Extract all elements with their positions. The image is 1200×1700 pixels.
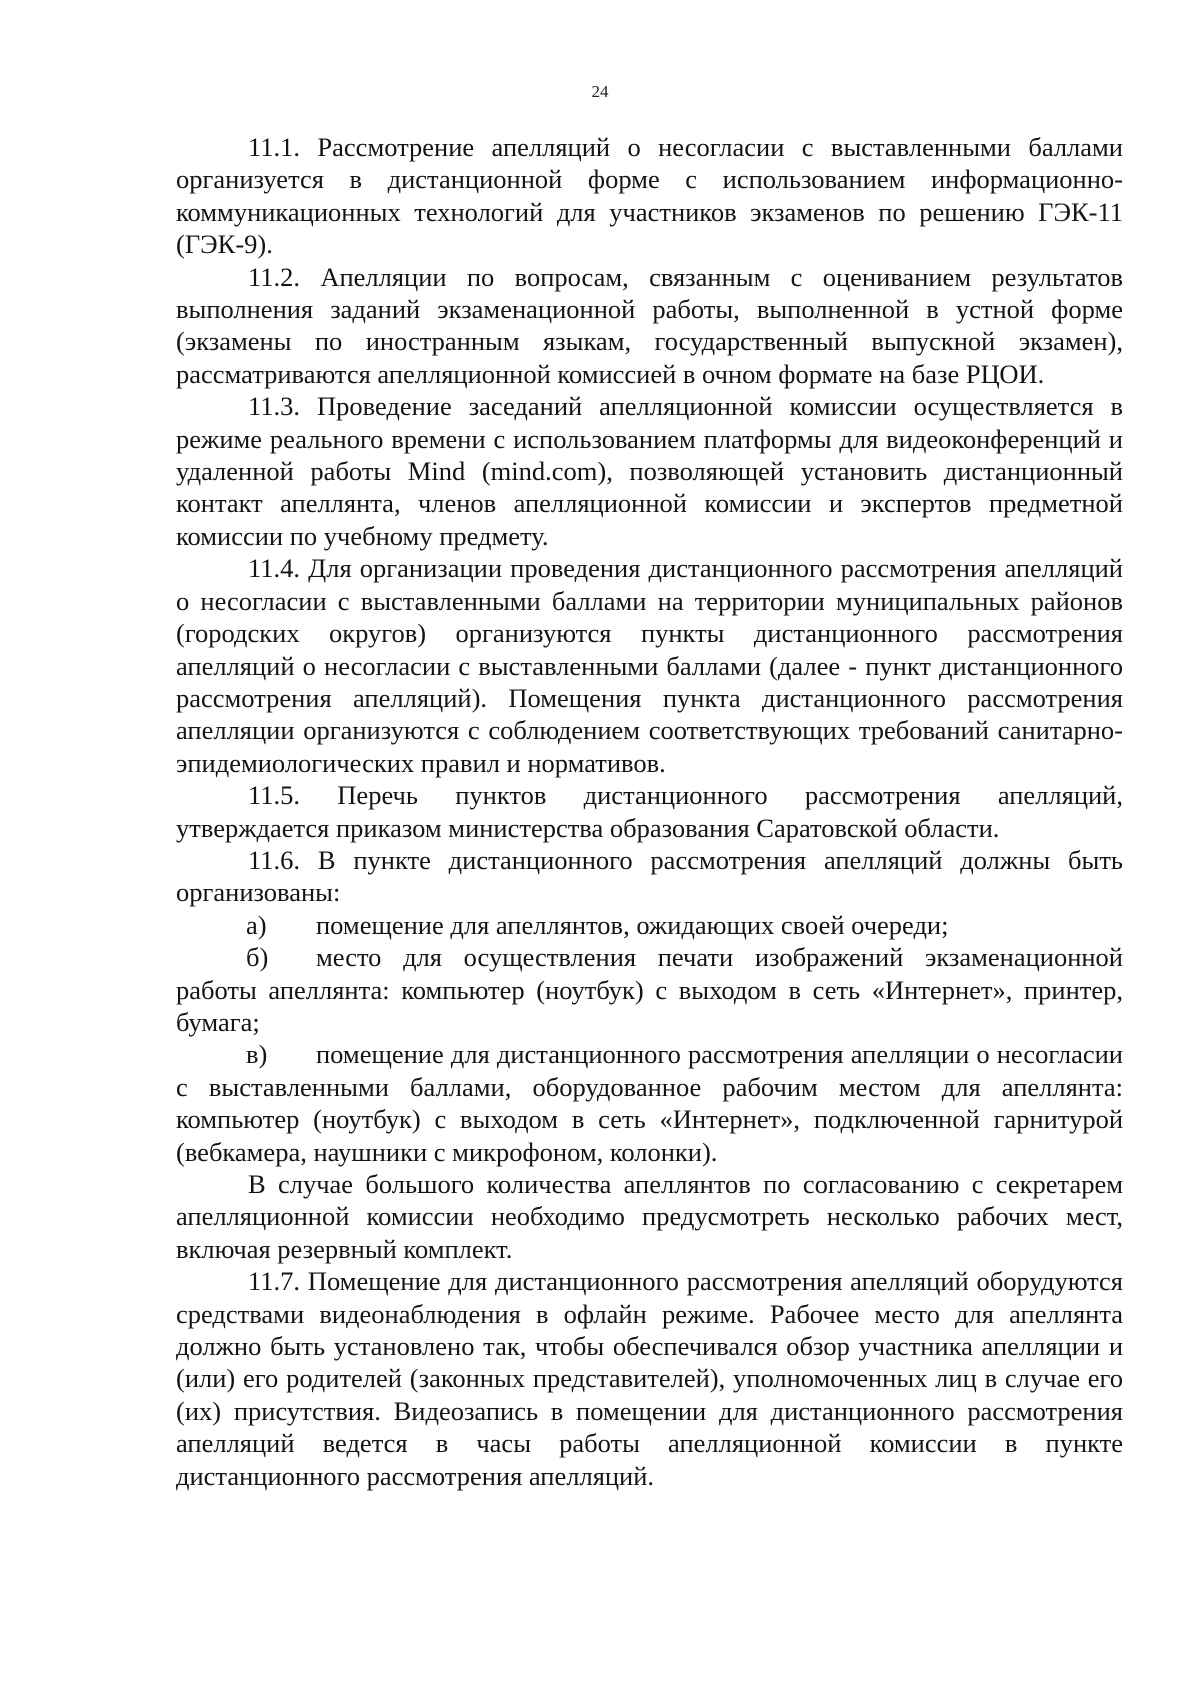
- paragraph-text: 11.3. Проведение заседаний апелляционной комиссии осуществляется в режиме реального времени с использованием платформы для видеоконференций и удаленной работы Mind (mind.com), позволяющей установить дистанционный контакт апеллянта, членов апелляционной комиссии и экспертов предметной комиссии по учебному предмету.: [176, 391, 1123, 551]
- paragraph-11-2: [176, 261, 1123, 391]
- list-marker: в): [246, 1039, 268, 1070]
- paragraph-11-6: [176, 844, 1123, 909]
- paragraph-text: 11.2. Апелляции по вопросам, связанным с оцениванием результатов выполнения заданий экзаменационной работы, выполненной в устной форме (экзамены по иностранным языкам, государственный выпускной экзамен), рассматриваются апелляционной комиссией в очном формате на базе РЦОИ.: [176, 261, 1123, 389]
- paragraph-text: 11.6. В пункте дистанционного рассмотрения апелляций должны быть организованы:: [176, 844, 1123, 908]
- list-item-text: помещение для дистанционного рассмотрения апелляции о несогласии с выставленными баллами, оборудованное рабочим местом для апеллянта: компьютер (ноутбук) с выходом в сеть «Интернет», подключенной гарнитурой (вебкамера, наушники с микрофоном, колонки).: [176, 1039, 1123, 1167]
- paragraph-11-6-note: [176, 1168, 1123, 1265]
- paragraph-text: 11.4. Для организации проведения дистанционного рассмотрения апелляций о несогласии с выставленными баллами на территории муниципальных районов (городских округов) организуются пункты дистанционного рассмотрения апелляций о несогласии с выставленными баллами (далее - пункт дистанционного рассмотрения апелляций). Помещения пункта дистанционного рассмотрения апелляции организуются с соблюдением соответствующих требований санитарно-эпидемиологических правил и нормативов.: [176, 553, 1123, 778]
- document-body: [176, 131, 1123, 1492]
- list-item-a: [176, 909, 1123, 941]
- list-item-text: помещение для апеллянтов, ожидающих своей очереди;: [316, 909, 949, 940]
- paragraph-text: 11.5. Перечь пунктов дистанционного рассмотрения апелляций, утверждается приказом министерства образования Саратовской области.: [176, 780, 1123, 843]
- paragraph-11-4: [176, 552, 1123, 779]
- paragraph-11-7: [176, 1265, 1123, 1492]
- list-marker: а): [246, 909, 267, 940]
- list-item-text: место для осуществления печати изображений экзаменационной работы апеллянта: компьютер (ноутбук) с выходом в сеть «Интернет», принтер, бумага;: [176, 942, 1123, 1037]
- paragraph-11-5: [176, 779, 1123, 844]
- paragraph-11-3: [176, 390, 1123, 552]
- paragraph-11-1: [176, 131, 1123, 261]
- paragraph-text: 11.7. Помещение для дистанционного рассмотрения апелляций оборудуются средствами видеонаблюдения в офлайн режиме. Рабочее место для апеллянта должно быть установлено так, чтобы обеспечивался обзор участника апелляции и (или) его родителей (законных представителей), уполномоченных лиц в случае его (их) присутствия. Видеозапись в помещении для дистанционного рассмотрения апелляций ведется в часы работы апелляционной комиссии в пункте дистанционного рассмотрения апелляций.: [176, 1266, 1123, 1491]
- list-item-v: [176, 1038, 1123, 1168]
- list-marker: б): [246, 942, 269, 973]
- list-item-b: [176, 941, 1123, 1038]
- paragraph-text: 11.1. Рассмотрение апелляций о несогласии с выставленными баллами организуется в дистанционной форме с использованием информационно-коммуникационных технологий для участников экзаменов по решению ГЭК-11 (ГЭК-9).: [176, 132, 1123, 260]
- page-number: 24: [591, 82, 609, 101]
- paragraph-text: В случае большого количества апеллянтов по согласованию с секретарем апелляционной комиссии необходимо предусмотреть несколько рабочих мест, включая резервный комплект.: [176, 1169, 1123, 1264]
